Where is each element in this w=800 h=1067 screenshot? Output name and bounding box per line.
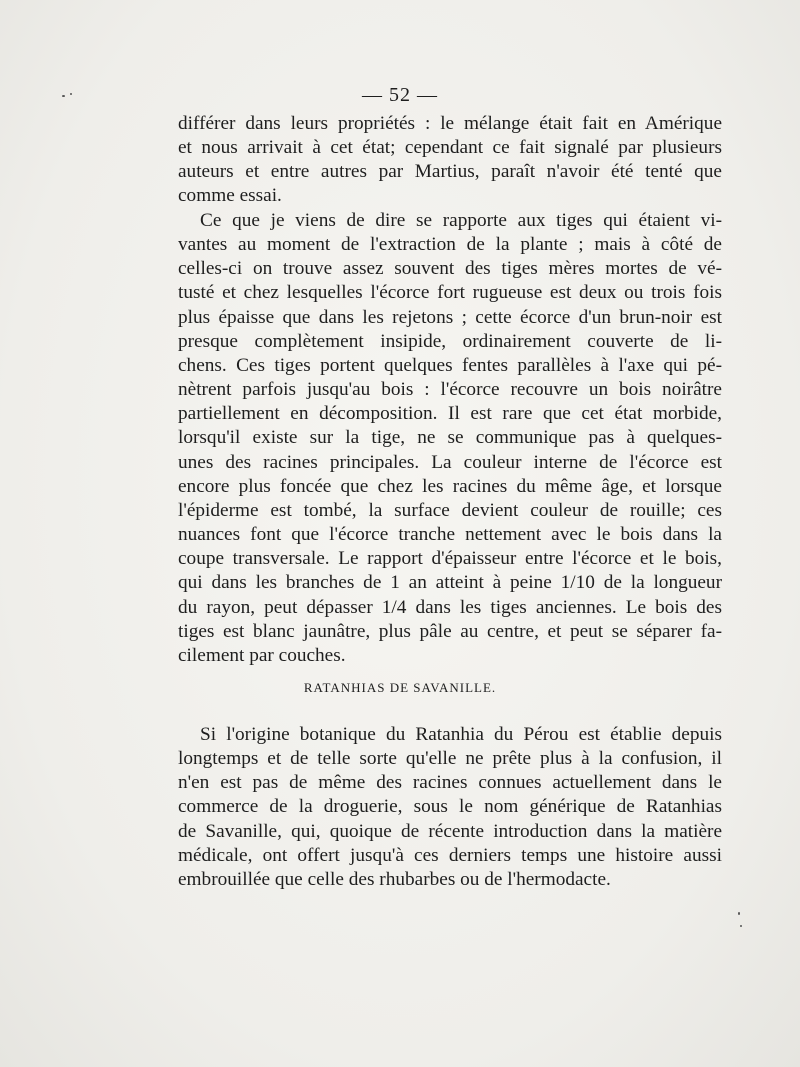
text-line: et nous arrivait à cet état; cependant ce fait signalé par plusieurs [178,137,722,159]
ink-speck [738,912,740,915]
text-line: presque complètement insipide, ordinairement couverte de li- [178,330,722,352]
text-line: celles-ci on trouve assez souvent des tiges mères mortes de vé- [178,258,722,280]
text-line: l'épiderme est tombé, la surface devient couleur de rouille; ces [178,499,722,521]
text-line: nuances font que l'écorce tranche nettement avec le bois dans la [178,524,722,546]
text-line: du rayon, peut dépasser 1/4 dans les tiges anciennes. Le bois des [178,596,722,618]
text-line: médicale, ont offert jusqu'à ces derniers temps une histoire aussi [178,844,722,866]
text-line: encore plus foncée que chez les racines du même âge, et lorsque [178,475,722,497]
text-line: plus épaisse que dans les rejetons ; cette écorce d'un brun-noir est [178,306,722,328]
text-line: longtemps et de telle sorte qu'elle ne prête plus à la confusion, il [178,748,722,770]
text-line: unes des racines principales. La couleur interne de l'écorce est [178,451,722,473]
text-line: Si l'origine botanique du Ratanhia du Pérou est établie depuis [200,724,722,745]
text-line: Ce que je viens de dire se rapporte aux tiges qui étaient vi- [200,210,722,231]
text-line: chens. Ces tiges portent quelques fentes parallèles à l'axe qui pé- [178,354,722,376]
text-line: de Savanille, qui, quoique de récente introduction dans la matière [178,820,722,842]
text-line: embrouillée que celle des rhubarbes ou de l'hermodacte. [178,868,611,890]
text-line: partiellement en décomposition. Il est rare que cet état morbide, [178,403,722,425]
text-line: nètrent parfois jusqu'au bois : l'écorce recouvre un bois noirâtre [178,379,722,401]
text-line: commerce de la droguerie, sous le nom générique de Ratanhias [178,796,722,818]
section-heading: RATANHIAS DE SAVANILLE. [303,680,497,695]
page-number: — 52 — [362,84,438,106]
text-line: comme essai. [178,185,282,207]
text-line: différer dans leurs propriétés : le mélange était fait en Amérique [178,113,722,134]
paragraph-3 [178,723,722,892]
text-line: coupe transversale. Le rapport d'épaisseur entre l'écorce et le bois, [178,548,722,570]
paragraph-1 [178,112,722,209]
text-line: vantes au moment de l'extraction de la plante ; mais à côté de [178,234,722,256]
text-line: cilement par couches. [178,644,346,666]
text-line: n'en est pas de même des racines connues actuellement dans le [178,772,722,794]
text-line: auteurs et entre autres par Martius, paraît n'avoir été tenté que [178,161,722,183]
ink-speck [740,925,742,927]
text-line: tusté et chez lesquelles l'écorce fort rugueuse est deux ou trois fois [178,282,722,304]
paragraph-2 [178,209,722,668]
text-line: qui dans les branches de 1 an atteint à peine 1/10 de la longueur [178,572,722,594]
ink-speck [70,93,72,95]
ink-speck [62,95,65,97]
text-line: tiges est blanc jaunâtre, plus pâle au centre, et peut se séparer fa- [178,620,722,642]
text-line: lorsqu'il existe sur la tige, ne se communique pas à quelques- [178,427,722,449]
